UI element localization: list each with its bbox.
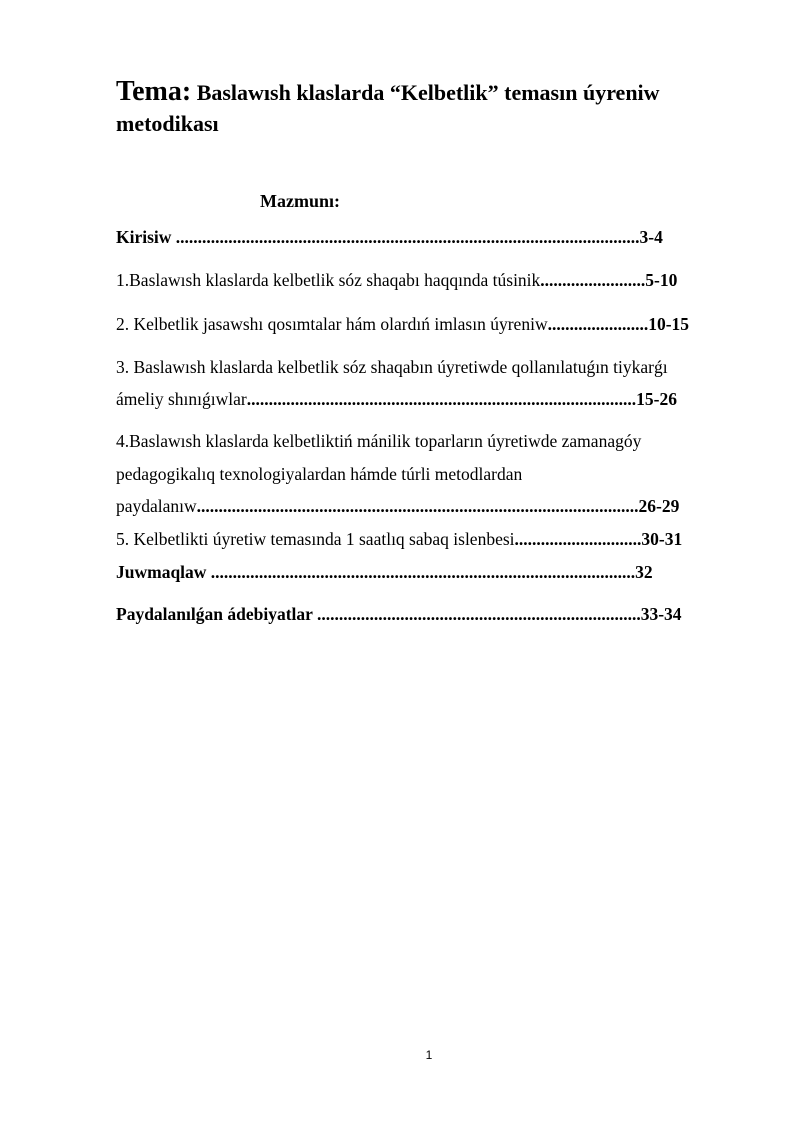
toc-entry-adebiyatlar: Paydalanılǵan ádebiyatlar ..........................................................................33-34 (116, 604, 682, 624)
page-number: 1 (425, 1048, 433, 1062)
toc-entry-5: 5. Kelbetlikti úyretiw temasında 1 saatlıq sabaq islenbesi.............................30-31 (116, 529, 683, 549)
toc-entry-3-line-1: 3. Baslawısh klaslarda kelbetlik sóz shaqabın úyretiwde qollanılatuǵın tiykarǵı (116, 357, 668, 377)
title-lead: Tema: (116, 76, 192, 107)
toc-entry-2: 2. Kelbetlik jasawshı qosımtalar hám olardıń imlasın úyreniw.......................10-15 (116, 314, 690, 334)
toc-entry-4-line-3: paydalanıw.....................................................................................................26-29 (116, 496, 680, 516)
toc-entry-juwmaqlaw: Juwmaqlaw .................................................................................................32 (116, 562, 653, 582)
toc-entry-3-line-2: ámeliy shınıǵıwlar.........................................................................................15-26 (116, 389, 677, 409)
title-text: Baslawısh klaslarda “Kelbetlik” temasın úyreniw metodikası (116, 80, 660, 136)
document-title (116, 76, 736, 139)
toc-entry-1: 1.Baslawısh klaslarda kelbetlik sóz shaqabı haqqında túsinik........................5-10 (116, 270, 678, 290)
toc-entry-4-line-2: pedagogikalıq texnologiyalardan hámde túrli metodlardan (116, 464, 523, 484)
toc-entry-4-line-1: 4.Baslawısh klaslarda kelbetliktiń mánilik toparların úyretiwde zamanagóy (116, 431, 642, 451)
toc-heading: Mazmunı: (260, 191, 340, 211)
toc-entry-kirisiw: Kirisiw ..........................................................................................................3-4 (116, 227, 663, 247)
